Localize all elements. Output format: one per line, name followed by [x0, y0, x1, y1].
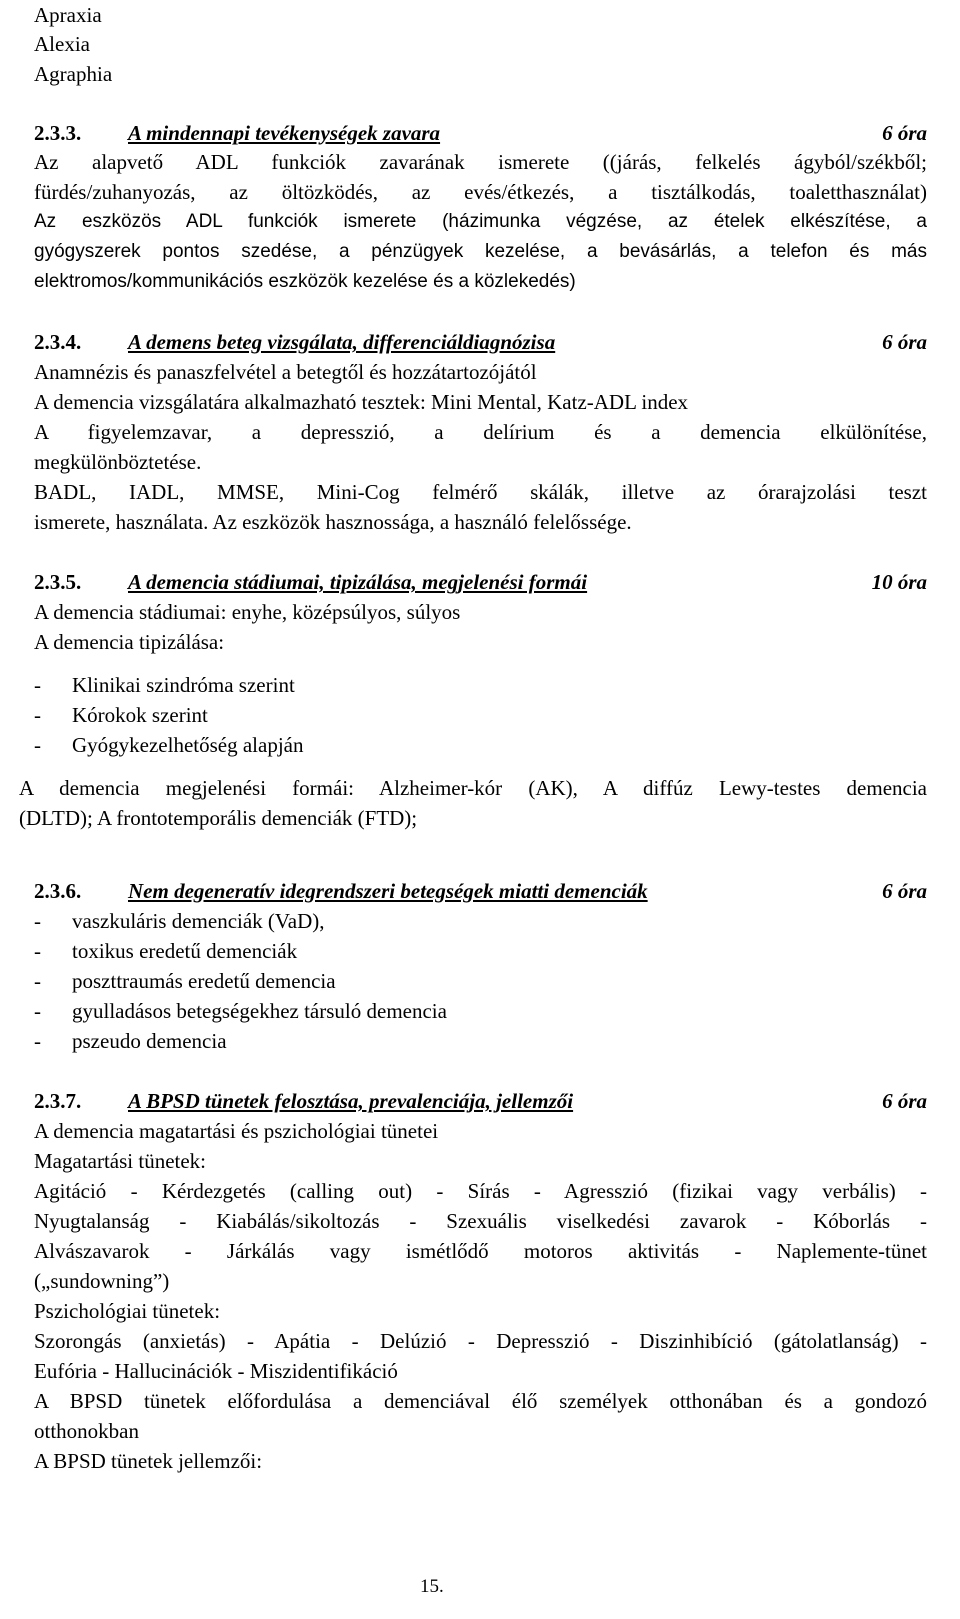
paragraph-line: ismerete, használata. Az eszközök hasznossága, a használó felelőssége. — [34, 510, 632, 534]
list-item-alexia: Alexia — [34, 32, 90, 56]
section-title: A mindennapi tevékenységek zavara — [128, 121, 441, 145]
document-page: Apraxia Alexia Agraphia 2.3.3. A mindennapi tevékenységek zavara 6 óra Az alapvető ADL funkciók zavarának ismerete ((járás, felkelés ágyból/székből; fürdés/zuhanyozás, az öltözködés, az evés/étkezés, a tisztálkodás, toaletthasználat) Az eszközös ADL funkciók ismerete (házimunka végzése, az ételek elkészítése, a gyógyszerek pontos szedése, a pénzügyek kezelése, a bevásárlás, a telefon és más elektromos/kommunikációs eszközök kezelése és a közlekedés) 2.3.4. A demens beteg vizsgálata, differenciáldiagnózisa 6 óra Anamnézis és panaszfelvétel a betegtől és hozzátartozójától A demencia vizsgálatára alkalmazható tesztek: Mini Mental, Katz-ADL index A figyelemzavar, a depresszió, a delírium és a demencia elkülönítése, megkülönböztetése. BADL, IADL, MMSE, Mini-Cog felmérő skálák, illetve az órarajzolási teszt ismerete, használata. Az eszközök hasznossága, a használó felelőssége. 2.3.5. A demencia stádiumai, tipizálása, megjelenési formái 10 óra A demencia stádiumai: enyhe, középsúlyos, súlyos A demencia tipizálása: - Klinikai szindróma szerint - Kórokok szerint - Gyógykezelhetőség alapján A demencia megjelenési formái: Alzheimer-kór (AK), A diffúz Lewy-testes demencia (DLTD); A frontotemporális demenciák (FTD); 2.3.6. Nem degeneratív idegrendszeri betegségek miatti demenciák 6 óra - vaszkuláris demenciák (VaD), - toxikus eredetű demenciák - poszttraumás eredetű demencia - gyulladásos betegségekhez társuló demencia - pszeudo demencia 2.3.7. A BPSD tünetek felosztása, prevalenciája, jellemzői 6 óra A demencia magatartási és pszichológiai tünetei Magatartási tünetek: Agitáció - Kérdezgetés (calling out) - Sírás - Agresszió (fizikai vagy verbális) - Nyugtalanság - Kiabálás/sikoltozás - Szexuális viselkedési zavarok - Kóborlás - Alvászavarok - Járkálás vagy ismétlődő motoros aktivitás - Naplemente-tünet („sundowning”) Pszichológiai tünetek: Szorongás (anxietás) - Apátia - Delúzió - Depresszió - Diszinhibíció (gátolatlanság) - Eufória - Hallucinációk - Miszidentifikáció A BPSD tünetek előfordulása a demenciával élő személyek otthonában és a gondozó otthonokban A BPSD tünetek jellemzői: 15. — [0, 0, 960, 1619]
section-heading-2-3-5 — [34, 567, 927, 597]
section-heading-2-3-4 — [34, 327, 927, 357]
paragraph-line: Pszichológiai tünetek: — [34, 1299, 221, 1323]
paragraph-line: Magatartási tünetek: — [34, 1149, 207, 1173]
section-number: 2.3.5. — [34, 570, 82, 594]
section-hours: 10 óra — [871, 570, 927, 594]
list-item-agraphia: Agraphia — [34, 62, 113, 86]
paragraph-line: A demencia magatartási és pszichológiai tünetei — [34, 1119, 439, 1143]
paragraph-line: fürdés/zuhanyozás, az öltözködés, az evés/étkezés, a tisztálkodás, toaletthasználat) — [34, 180, 927, 204]
paragraph-line: („sundowning”) — [34, 1269, 170, 1293]
paragraph-line: elektromos/kommunikációs eszközök kezelése és a közlekedés) — [34, 271, 576, 292]
page-number: 15. — [420, 1576, 444, 1597]
paragraph-line: A demencia tipizálása: — [34, 630, 225, 654]
paragraph-line: BADL, IADL, MMSE, Mini-Cog felmérő skálák, illetve az órarajzolási teszt — [34, 480, 927, 504]
section-heading-2-3-6 — [34, 876, 927, 906]
section-number: 2.3.3. — [34, 121, 82, 145]
paragraph-line: megkülönböztetése. — [34, 450, 202, 474]
section-hours: 6 óra — [882, 879, 927, 903]
section-number: 2.3.6. — [34, 879, 82, 903]
paragraph-line: A demencia stádiumai: enyhe, középsúlyos, súlyos — [34, 600, 461, 624]
section-heading-2-3-3 — [34, 118, 927, 148]
section-title: A demens beteg vizsgálata, differenciáldiagnózisa — [128, 330, 556, 354]
section-title: A BPSD tünetek felosztása, prevalenciája, jellemzői — [128, 1089, 574, 1113]
paragraph-line: Az eszközös ADL funkciók ismerete (házimunka végzése, az ételek elkészítése, a — [34, 211, 927, 232]
paragraph-line: Anamnézis és panaszfelvétel a betegtől és hozzátartozójától — [34, 360, 537, 384]
paragraph-line: Az alapvető ADL funkciók zavarának ismerete ((járás, felkelés ágyból/székből; — [34, 150, 927, 174]
paragraph-line: Agitáció - Kérdezgetés (calling out) - Sírás - Agresszió (fizikai vagy verbális) - — [34, 1179, 927, 1203]
list-item-apraxia: Apraxia — [34, 3, 102, 27]
paragraph-line: gyógyszerek pontos szedése, a pénzügyek kezelése, a bevásárlás, a telefon és más — [34, 241, 927, 262]
section-number: 2.3.7. — [34, 1089, 82, 1113]
section-hours: 6 óra — [882, 1089, 927, 1113]
section-title: Nem degeneratív idegrendszeri betegségek miatti demenciák — [128, 879, 648, 903]
section-title: A demencia stádiumai, tipizálása, megjelenési formái — [128, 570, 588, 594]
paragraph-line: Alvászavarok - Járkálás vagy ismétlődő motoros aktivitás - Naplemente-tünet — [34, 1239, 927, 1263]
paragraph-line: A figyelemzavar, a depresszió, a delírium és a demencia elkülönítése, — [34, 420, 927, 444]
paragraph-line: (DLTD); A frontotemporális demenciák (FTD); — [19, 806, 418, 830]
section-number: 2.3.4. — [34, 330, 82, 354]
paragraph-line: Szorongás (anxietás) - Apátia - Delúzió - Depresszió - Diszinhibíció (gátolatlanság) - — [34, 1329, 927, 1353]
paragraph-line: Eufória - Hallucinációk - Miszidentifikáció — [34, 1359, 398, 1383]
paragraph-line: A demencia vizsgálatára alkalmazható tesztek: Mini Mental, Katz-ADL index — [34, 390, 689, 414]
paragraph-line: A BPSD tünetek jellemzői: — [34, 1449, 263, 1473]
section-hours: 6 óra — [882, 330, 927, 354]
paragraph-line: Nyugtalanság - Kiabálás/sikoltozás - Szexuális viselkedési zavarok - Kóborlás - — [34, 1209, 927, 1233]
section-hours: 6 óra — [882, 121, 927, 145]
paragraph-line: A BPSD tünetek előfordulása a demenciával élő személyek otthonában és a gondozó — [34, 1389, 927, 1413]
paragraph-line: otthonokban — [34, 1419, 139, 1443]
section-heading-2-3-7 — [34, 1086, 927, 1116]
paragraph-line: A demencia megjelenési formái: Alzheimer-kór (AK), A diffúz Lewy-testes demencia — [19, 776, 927, 800]
